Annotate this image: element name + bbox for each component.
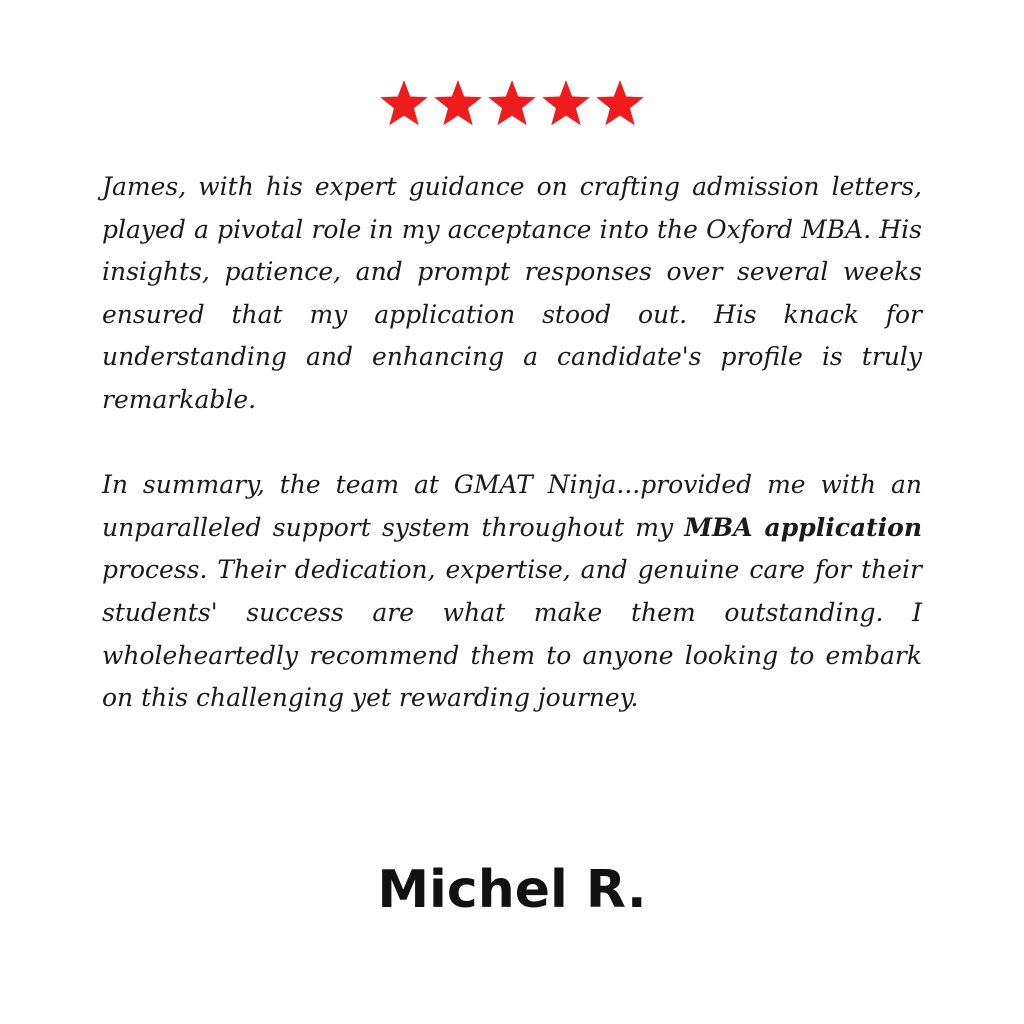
- star-shape: [380, 80, 428, 125]
- star-shape: [488, 80, 536, 125]
- star-icon: [378, 78, 430, 130]
- review-emphasis: MBA application: [684, 512, 923, 542]
- review-text: [102, 166, 922, 720]
- star-shape: [434, 80, 482, 125]
- star-shape: [596, 80, 644, 125]
- star-shape: [542, 80, 590, 125]
- review-paragraph-2-end: process. Their dedication, expertise, and genuine care for their students' success are what make them outstanding. I wholeheartedly recommend them to anyone looking to embark on this challenging yet rewarding journey.: [102, 555, 922, 713]
- review-paragraph-2: [102, 464, 922, 720]
- review-paragraph-2-start: In summary, the team at GMAT Ninja...provided me with an unparalleled support system throughout my: [102, 470, 922, 542]
- star-icon: [540, 78, 592, 130]
- star-icon: [594, 78, 646, 130]
- author-name: Michel R.: [377, 860, 647, 920]
- star-rating: [0, 78, 1024, 130]
- star-icon: [432, 78, 484, 130]
- review-paragraph-1: James, with his expert guidance on crafting admission letters, played a pivotal role in my acceptance into the Oxford MBA. His insights, patience, and prompt responses over several weeks ensured that my application stood out. His knack for understanding and enhancing a candidate's profile is truly remarkable.: [102, 172, 922, 414]
- star-icon: [486, 78, 538, 130]
